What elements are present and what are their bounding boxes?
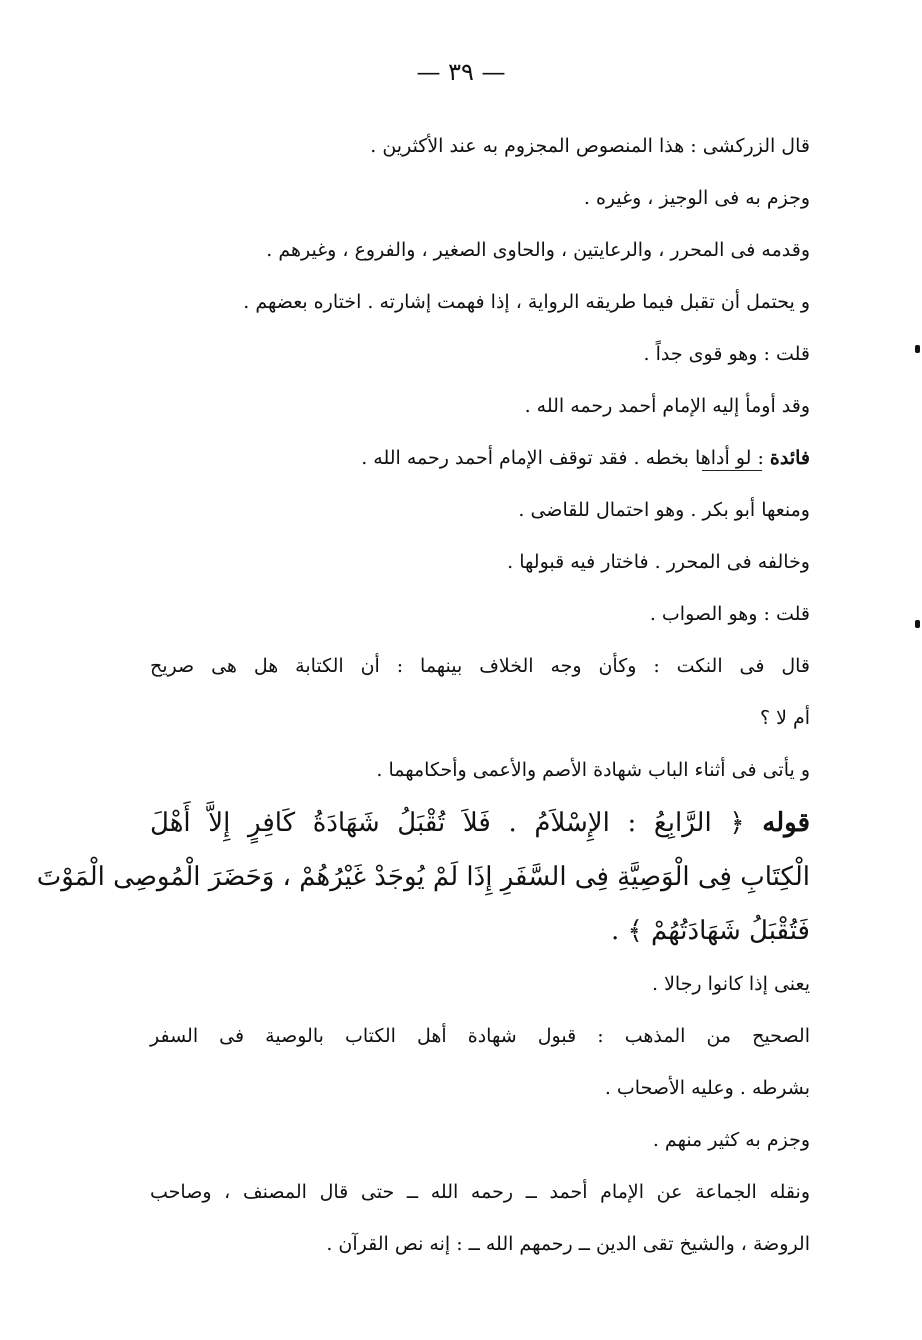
text-line: أم لا ؟ [759,707,810,729]
text-line: يعنى إذا كانوا رجالا . [651,973,810,995]
text-line: ومنعها أبو بكر . وهو احتمال للقاضى . [518,499,810,521]
quote-line: الْكِتَابِ فِى الْوَصِيَّةِ فِى السَّفَرِ إِذَا لَمْ يُوجَدْ غَيْرُهُمْ ، وَحَضَرَ الْمُوصِى الْمَوْتَ [36,862,810,892]
page-body [36,120,811,1270]
text-line: وخالفه فى المحرر . فاختار فيه قبولها . [507,551,810,573]
quote-line: فَتُقْبَلُ شَهَادَتُهُمْ ﴾ . [610,916,810,946]
margin-mark [915,620,920,628]
faida-label: فائدة [769,447,810,469]
note-divider [702,470,762,471]
faida-line [150,432,810,484]
quote-text: ﴿ الرَّابِعُ : الإِسْلاَمُ . فَلاَ تُقْبَلُ شَهَادَةُ كَافِرٍ إِلاَّ أَهْلَ [150,808,745,838]
text-line: قال الزركشى : هذا المنصوص المجزوم به عند الأكثرين . [370,135,810,157]
text-line: الروضة ، والشيخ تقى الدين ــ رحمهم الله ــ : إنه نص القرآن . [326,1233,810,1255]
text-line: قلت : وهو الصواب . [649,603,810,625]
text-line: قال فى النكت : وكأن وجه الخلاف بينهما : أن الكتابة هل هى صريح [150,655,810,677]
text-line: وجزم به فى الوجيز ، وغيره . [583,187,810,209]
text-line: قلت : وهو قوى جداً . [643,343,810,365]
text-line: و يحتمل أن تقبل فيما طريقه الرواية ، إذا فهمت إشارته . اختاره بعضهم . [243,291,810,313]
page-number: — ٣٩ — [416,58,506,86]
quote-line [150,796,810,850]
text-line: و يأتى فى أثناء الباب شهادة الأصم والأعمى وأحكامهما . [376,759,810,781]
text-line: وجزم به كثير منهم . [652,1129,810,1151]
text-line: الصحيح من المذهب : قبول شهادة أهل الكتاب بالوصية فى السفر [150,1025,810,1047]
margin-mark [915,345,920,353]
text-line: وقد أومأ إليه الإمام أحمد رحمه الله . [524,395,810,417]
text-line: وقدمه فى المحرر ، والرعايتين ، والحاوى الصغير ، والفروع ، وغيرهم . [266,239,810,261]
faida-text: : لو أداها بخطه . فقد توقف الإمام أحمد رحمه الله . [361,447,770,469]
text-line: ونقله الجماعة عن الإمام أحمد ــ رحمه الله ــ حتى قال المصنف ، وصاحب [150,1181,810,1203]
text-line: بشرطه . وعليه الأصحاب . [604,1077,810,1099]
quote-label: قوله [762,808,811,838]
